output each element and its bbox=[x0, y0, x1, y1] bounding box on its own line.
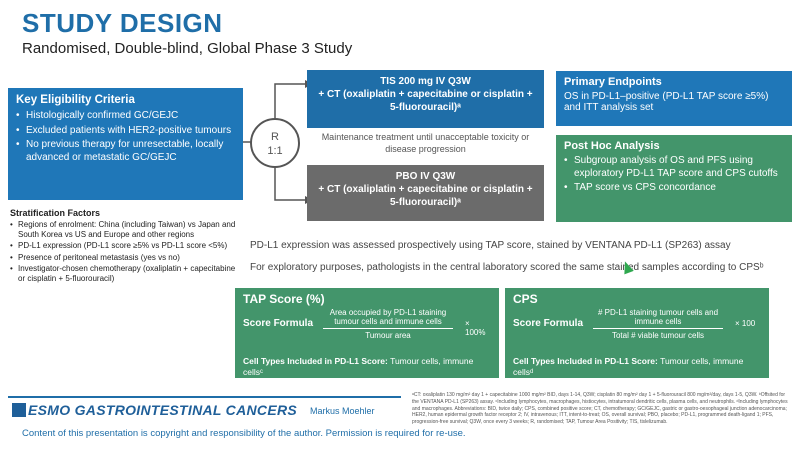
primary-endpoints-text: OS in PD-L1–positive (PD-L1 TAP score ≥5%) and ITT analysis set bbox=[564, 91, 769, 113]
post-hoc-item: • TAP score vs CPS concordance bbox=[564, 182, 784, 195]
stratification-title: Stratification Factors bbox=[10, 208, 101, 218]
cps-formula bbox=[513, 308, 761, 342]
tap-details bbox=[243, 356, 491, 390]
esmo-brand: ESMO GASTROINTESTINAL CANCERS bbox=[28, 402, 298, 418]
tap-denominator: Tumour area bbox=[365, 331, 411, 341]
tap-multiplier: × 100% bbox=[465, 319, 486, 337]
footnotes: ᵃCT: oxaliplatin 130 mg/m² day 1 + capecitabine 1000 mg/m² BID, days 1-14, Q3W; cisplatin 80 mg/m² day 1 + 5-fluorouracil 800 mg/m²/day, days 1-5, Q3W. ᵇOffsited for the VENTANA PD-L1 (SP263) assay. ᶜIncluding lymphocytes, macrophages, histiocytes, intratumoral dendritic cells, plasma cells, and neutrophils. ᵈIncluding lymphocytes and macrophages. Abbreviations: BID, twice daily; CPS, combined positive score; CT, chemotherapy; GC/GEJC, gastric or gastro-oesophageal junction adenocarcinoma; HER2, human epidermal growth factor receptor 2; IV, intravenous; ITT, intent-to-treat; OS, overall survival; PBO, placebo; PD-L1, programmed death-ligand 1; PFS, progression-free survival; Q3W, once every 3 weeks; R, randomised; TAP, Tumour Area Positivity; TIS, tislelizumab. bbox=[412, 392, 788, 425]
copyright-notice: Content of this presentation is copyright and responsibility of the author. Permission is required for re-use. bbox=[22, 428, 466, 439]
eligibility-item: • No previous therapy for unresectable, locally advanced or metastatic GC/GEJC bbox=[16, 139, 235, 164]
pbo-arm-dose: PBO IV Q3W bbox=[395, 171, 456, 182]
esmo-logo-icon bbox=[12, 403, 26, 417]
stratification-item: • PD-L1 expression (PD-L1 score ≥5% vs PD-L1 score <5%) bbox=[10, 241, 240, 251]
cps-cell-types-label: Cell Types Included in PD-L1 Score: bbox=[513, 356, 658, 366]
eligibility-title: Key Eligibility Criteria bbox=[16, 94, 135, 106]
cps-title: CPS bbox=[513, 292, 538, 306]
cps-denominator: Total # viable tumour cells bbox=[611, 331, 705, 341]
tap-cell-types-label: Cell Types Included in PD-L1 Score: bbox=[243, 356, 388, 366]
tap-formula bbox=[243, 308, 491, 342]
cps-fraction bbox=[593, 308, 723, 341]
eligibility-item: • Excluded patients with HER2-positive tumours bbox=[16, 125, 235, 138]
stratification-section bbox=[10, 208, 240, 286]
eligibility-list bbox=[16, 110, 235, 164]
presenter-name: Markus Moehler bbox=[310, 406, 375, 416]
placebo-arm bbox=[307, 165, 544, 221]
cps-method-value: Cell count (time consuming) bbox=[582, 378, 688, 389]
footer-divider bbox=[8, 396, 401, 398]
cps-numerator: # PD-L1 staining tumour cells and immune cells bbox=[593, 308, 723, 329]
stratification-item: • Presence of peritoneal metastasis (yes vs no) bbox=[10, 253, 240, 263]
tis-arm-chemo: + CT (oxaliplatin + capecitabine or cisplatin + 5-fluorouracil)ᵃ bbox=[318, 89, 533, 113]
tap-fraction bbox=[323, 308, 453, 341]
stratification-list bbox=[10, 220, 240, 284]
stratification-item: • Regions of enrolment: China (including Taiwan) vs Japan and South Korea vs US and Europe and other regions bbox=[10, 220, 240, 239]
primary-endpoints-box bbox=[556, 71, 792, 126]
cps-multiplier: × 100 bbox=[735, 319, 756, 328]
cps-exploratory-note: For exploratory purposes, pathologists in the central laboratory scored the same stained samples according to CPSᵇ bbox=[250, 262, 764, 273]
stratification-item: • Investigator-chosen chemotherapy (oxaliplatin + capecitabine or cisplatin + 5-fluorouracil) bbox=[10, 264, 240, 283]
cps-details bbox=[513, 356, 761, 390]
pdl1-assay-note: PD-L1 expression was assessed prospectively using TAP score, stained by VENTANA PD-L1 (SP263) assay bbox=[250, 240, 731, 251]
randomisation-circle bbox=[250, 118, 300, 168]
tap-score-box bbox=[235, 288, 499, 389]
cps-formula-label: Score Formula bbox=[513, 318, 584, 329]
cps-cell-types-value: Tumour cells, immune cellsᵈ bbox=[513, 356, 744, 378]
randomisation-ratio: 1:1 bbox=[267, 144, 283, 157]
tap-numerator: Area occupied by PD-L1 staining tumour cells and immune cells bbox=[323, 308, 453, 329]
post-hoc-title: Post Hoc Analysis bbox=[564, 140, 660, 152]
cps-method-label: Scoring Method: bbox=[513, 378, 581, 389]
randomisation-letter: R bbox=[271, 131, 279, 143]
primary-endpoints-title: Primary Endpoints bbox=[564, 76, 662, 88]
tap-method-label: Scoring Method: bbox=[243, 378, 311, 389]
page-subtitle: Randomised, Double-blind, Global Phase 3 Study bbox=[22, 40, 353, 57]
tap-score-title: TAP Score (%) bbox=[243, 292, 325, 306]
maintenance-text: Maintenance treatment until unacceptable toxicity or disease progression bbox=[321, 132, 530, 154]
cps-box bbox=[505, 288, 769, 389]
tis-arm-dose: TIS 200 mg IV Q3W bbox=[380, 76, 471, 87]
post-hoc-list bbox=[564, 155, 784, 195]
eligibility-box bbox=[8, 88, 243, 200]
post-hoc-item: • Subgroup analysis of OS and PFS using exploratory PD-L1 TAP score and CPS cutoffs bbox=[564, 155, 784, 180]
post-hoc-box bbox=[556, 135, 792, 222]
pbo-arm-chemo: + CT (oxaliplatin + capecitabine or cisplatin + 5-fluorouracil)ᵃ bbox=[318, 184, 533, 208]
tislelizumab-arm bbox=[307, 70, 544, 128]
tap-cell-types-value: Tumour cells, immune cellsᶜ bbox=[243, 356, 474, 378]
tap-formula-label: Score Formula bbox=[243, 318, 314, 329]
page-title: STUDY DESIGN bbox=[22, 8, 223, 38]
tap-method-value: Visual-based estimation on tumour area bbox=[312, 378, 463, 389]
eligibility-item: • Histologically confirmed GC/GEJC bbox=[16, 110, 235, 123]
